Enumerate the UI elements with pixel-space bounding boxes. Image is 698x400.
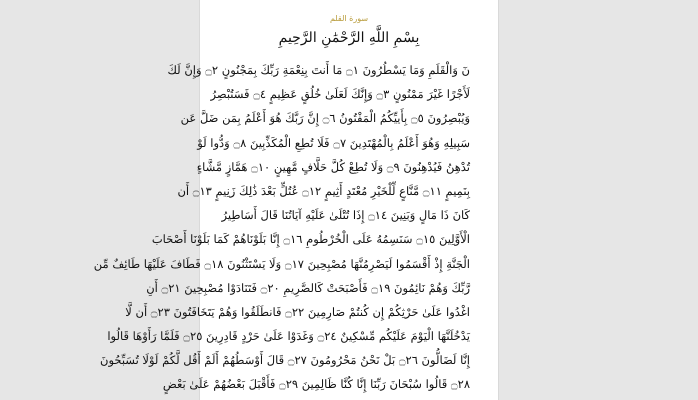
verse-line: سَبِيلِهِ وَهُوَ أَعْلَمُ بِالْمُهْتَدِينَ ۝٧ فَلَا تُطِعِ الْمُكَذِّبِينَ ۝٨ وَدُّوا لَوْ	[197, 135, 470, 150]
verse-line: تُدْهِنُ فَيُدْهِنُونَ ۝٩ وَلَا تُطِعْ كُلَّ حَلَّافٍ مَّهِينٍ ۝١٠ هَمَّازٍ مَّشَّاءٍ	[196, 159, 470, 174]
verse-line: يَدْخُلَنَّهَا الْيَوْمَ عَلَيْكُم مِّسْكِينٌ ۝٢٤ وَغَدَوْا عَلَىٰ حَرْدٍ قَادِرِينَ ۝٢٥ فَلَمَّا رَأَوْهَا قَالُوا	[107, 329, 470, 344]
verse-line: رَّبِّكَ وَهُمْ نَائِمُونَ ۝١٩ فَأَصْبَحَتْ كَالصَّرِيمِ ۝٢٠ فَتَنَادَوْا مُصْبِحِينَ ۝٢١ أَنِ	[146, 280, 470, 295]
verse-line: لَأَجْرًا غَيْرَ مَمْنُونٍ ۝٣ وَإِنَّكَ لَعَلَىٰ خُلُقٍ عَظِيمٍ ۝٤ فَسَتُبْصِرُ	[210, 87, 470, 102]
verse-line: وَيُبْصِرُونَ ۝٥ بِأَييِّكُمُ الْمَفْتُونُ ۝٦ إِنَّ رَبَّكَ هُوَ أَعْلَمُ بِمَن ضَلَّ عَن	[180, 111, 470, 126]
basmala: بِسْمِ اللَّهِ الرَّحْمَٰنِ الرَّحِيمِ	[278, 30, 420, 46]
verse-line: بِنَمِيمٍ ۝١١ مَّنَّاعٍ لِّلْخَيْرِ مُعْتَدٍ أَثِيمٍ ۝١٢ عُتُلٍّ بَعْدَ ذَٰلِكَ زَنِيمٍ ۝١٣ أَن	[177, 183, 470, 198]
verse-line: الْجَنَّةِ إِذْ أَقْسَمُوا لَيَصْرِمُنَّهَا مُصْبِحِينَ ۝١٧ وَلَا يَسْتَثْنُونَ ۝١٨ فَطَافَ عَلَيْهَا طَائِفٌ مِّن	[93, 256, 470, 271]
verse-line: إِنَّا لَضَالُّونَ ۝٢٦ بَلْ نَحْنُ مَحْرُومُونَ ۝٢٧ قَالَ أَوْسَطُهُمْ أَلَمْ أَقُل لَّكُمْ لَوْلَا تُسَبِّحُونَ	[100, 353, 470, 368]
verse-line: ۝٢٨ قَالُوا سُبْحَانَ رَبِّنَا إِنَّا كُنَّا ظَالِمِينَ ۝٢٩ فَأَقْبَلَ بَعْضُهُمْ عَلَىٰ بَعْضٍ	[162, 377, 470, 392]
verse-line: الْأَوَّلِينَ ۝١٥ سَنَسِمُهُ عَلَى الْخُرْطُومِ ۝١٦ إِنَّا بَلَوْنَاهُمْ كَمَا بَلَوْنَا أَصْحَابَ	[151, 232, 470, 247]
verse-line: اغْدُوا عَلَىٰ حَرْثِكُمْ إِن كُنتُمْ صَارِمِينَ ۝٢٢ فَانطَلَقُوا وَهُمْ يَتَخَافَتُونَ ۝٢٣ أَن لَّا	[125, 304, 470, 319]
verse-line: نٓ وَالْقَلَمِ وَمَا يَسْطُرُونَ ۝١ مَا أَنتَ بِنِعْمَةِ رَبِّكَ بِمَجْنُونٍ ۝٢ وَإِنَّ لَكَ	[167, 63, 470, 77]
verse-line: كَانَ ذَا مَالٍ وَبَنِينَ ۝١٤ إِذَا تُتْلَىٰ عَلَيْهِ آيَاتُنَا قَالَ أَسَاطِيرُ	[221, 208, 470, 223]
verse-lines	[93, 58, 470, 397]
mushaf-page	[93, 0, 498, 400]
surah-title: سورة القلم	[329, 14, 369, 23]
